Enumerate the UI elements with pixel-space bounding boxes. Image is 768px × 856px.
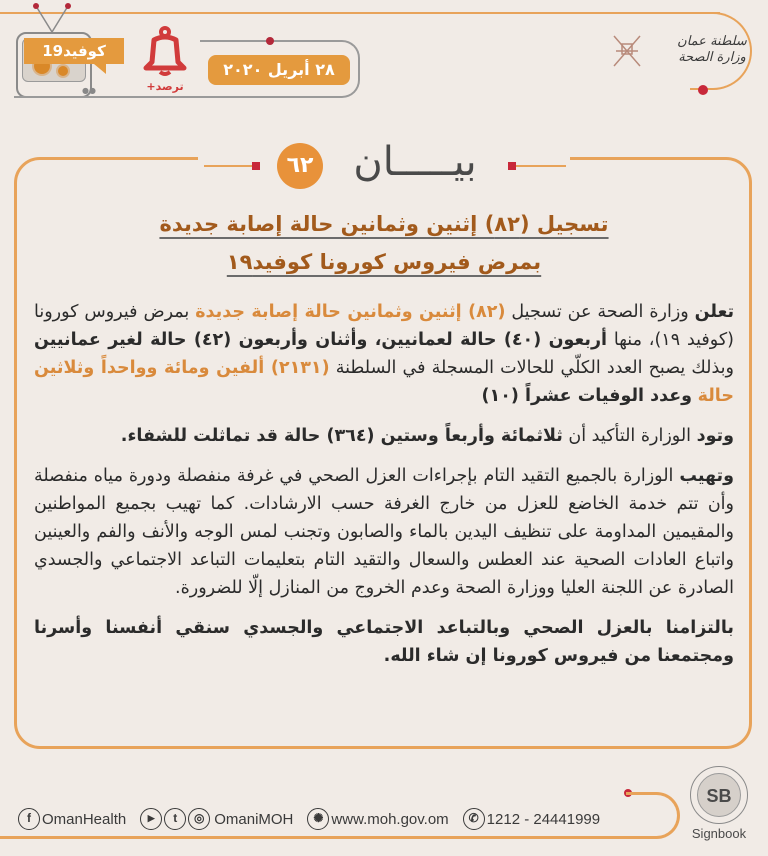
footer-line <box>0 836 640 839</box>
logo-line-1: سلطنة عمان <box>677 34 747 49</box>
virus-icon <box>58 66 68 76</box>
facebook-link[interactable] <box>18 808 126 830</box>
ministry-logo <box>592 18 752 88</box>
social-handle: OmaniMOH <box>214 810 294 828</box>
youtube-icon[interactable]: ▶ <box>140 808 162 830</box>
tv-antenna-icon <box>32 2 72 34</box>
text: الوزارة بالجميع التقيد التام بإجراءات العزل الصحي في غرفة منفصلة ودورة مياه منفصلة وأن تتم خدمة الخاضع للعزل من خارج الغرفة حسب الارشادات. كما تهيب بجميع المواطنين والمقيمين المداومة على تنظيف اليدين بالماء والصابون وتجنب لمس الوجه والأنف والفم والعينين واتباع العادات الصحية عند العطس والسعال والتقيد التام بتعليمات التباعد الاجتماعي والجسدي الصادرة عن اللجنة العليا ووزارة الصحة وعدم الخروج من المنازل إلّا للضرورة. <box>34 466 734 598</box>
twitter-icon[interactable]: t <box>164 808 186 830</box>
facebook-handle: OmanHealth <box>42 810 127 828</box>
phone-number: 1212 - 24441999 <box>486 810 601 828</box>
date-dot <box>266 37 274 45</box>
paragraph-cases <box>34 298 734 410</box>
text: الوزارة التأكيد أن <box>562 426 697 446</box>
heading-square-right <box>508 162 516 170</box>
text-bold: وعدد الوفيات عشراً <box>524 386 693 406</box>
contact-footer <box>18 806 614 832</box>
facebook-icon: f <box>18 808 40 830</box>
covid19-badge: كوفيد19 <box>24 38 124 64</box>
signbook-mark: SB <box>697 773 741 817</box>
phone-icon: ✆ <box>463 808 485 830</box>
text: وزارة الصحة عن تسجيل <box>505 302 695 322</box>
top-divider-line <box>0 12 720 14</box>
statement-number-badge: ٦٢ <box>277 143 323 189</box>
text-highlight: (٢١٣١) ألفين ومائة وواحداً وثلاثين حالة <box>34 358 734 406</box>
date-track-line <box>14 96 214 98</box>
text-bold: (١٠) <box>481 386 525 406</box>
ministry-name <box>672 34 752 66</box>
paragraph-guidance <box>34 462 734 602</box>
tv-knobs: ●● <box>82 86 96 95</box>
crescent-emblem-icon <box>592 18 660 86</box>
heading-line-left <box>204 165 252 167</box>
globe-icon: ✺ <box>307 808 329 830</box>
bell-label: ترصد+ <box>146 80 184 93</box>
website-link[interactable] <box>307 808 448 830</box>
subtitle-line-2: بمرض فيروس كورونا كوفيد١٩ <box>226 250 542 274</box>
phone-link[interactable] <box>463 808 600 830</box>
text: وبذلك يصبح العدد الكلّي للحالات المسجلة في السلطنة <box>329 358 734 378</box>
text: بمرض فيروس كورونا (كوفيد ١٩)، منها <box>34 302 734 350</box>
heading-square-left <box>252 162 260 170</box>
bell-icon <box>140 26 190 78</box>
tarassud-bell <box>140 26 190 94</box>
text-highlight: (٨٢) إثنين وثمانين حالة إصابة جديدة <box>195 302 506 322</box>
text-bold: وتهيب <box>679 466 734 486</box>
logo-line-2: وزارة الصحة <box>678 50 746 65</box>
heading-line-right <box>516 165 566 167</box>
signbook-logo <box>690 766 748 824</box>
text-bold: وتود <box>696 426 734 446</box>
statement-body <box>34 298 734 682</box>
paragraph-closing: بالتزامنا بالعزل الصحي وبالتباعد الاجتماعي والجسدي سنقي أنفسنا وأسرنا ومجتمعنا من فيروس كورونا إن شاء الله. <box>34 618 734 666</box>
website-url: www.moh.gov.om <box>331 810 449 828</box>
social-links[interactable] <box>140 808 293 830</box>
signbook-label: Signbook <box>691 826 747 841</box>
statement-title: بيـــــان <box>353 139 477 185</box>
text-bold: ثلاثمائة وأربعاً وستين (٣٦٤) حالة قد تماثلت للشفاء. <box>120 426 563 446</box>
text-bold: أربعون (٤٠) حالة لعمانيين، وأثنان وأربعون (٤٢) حالة لغير عمانيين <box>34 330 608 350</box>
statement-subtitle <box>30 205 738 281</box>
text-bold: تعلن <box>694 302 735 322</box>
footer-curve <box>630 792 680 839</box>
date-badge: ٢٨ أبريل ٢٠٢٠ <box>208 55 350 85</box>
paragraph-recoveries <box>34 422 734 450</box>
subtitle-line-1: تسجيل (٨٢) إثنين وثمانين حالة إصابة جديدة <box>159 212 609 236</box>
instagram-icon[interactable]: ◎ <box>188 808 210 830</box>
statement-heading <box>0 128 768 192</box>
signbook-watermark <box>686 766 752 846</box>
